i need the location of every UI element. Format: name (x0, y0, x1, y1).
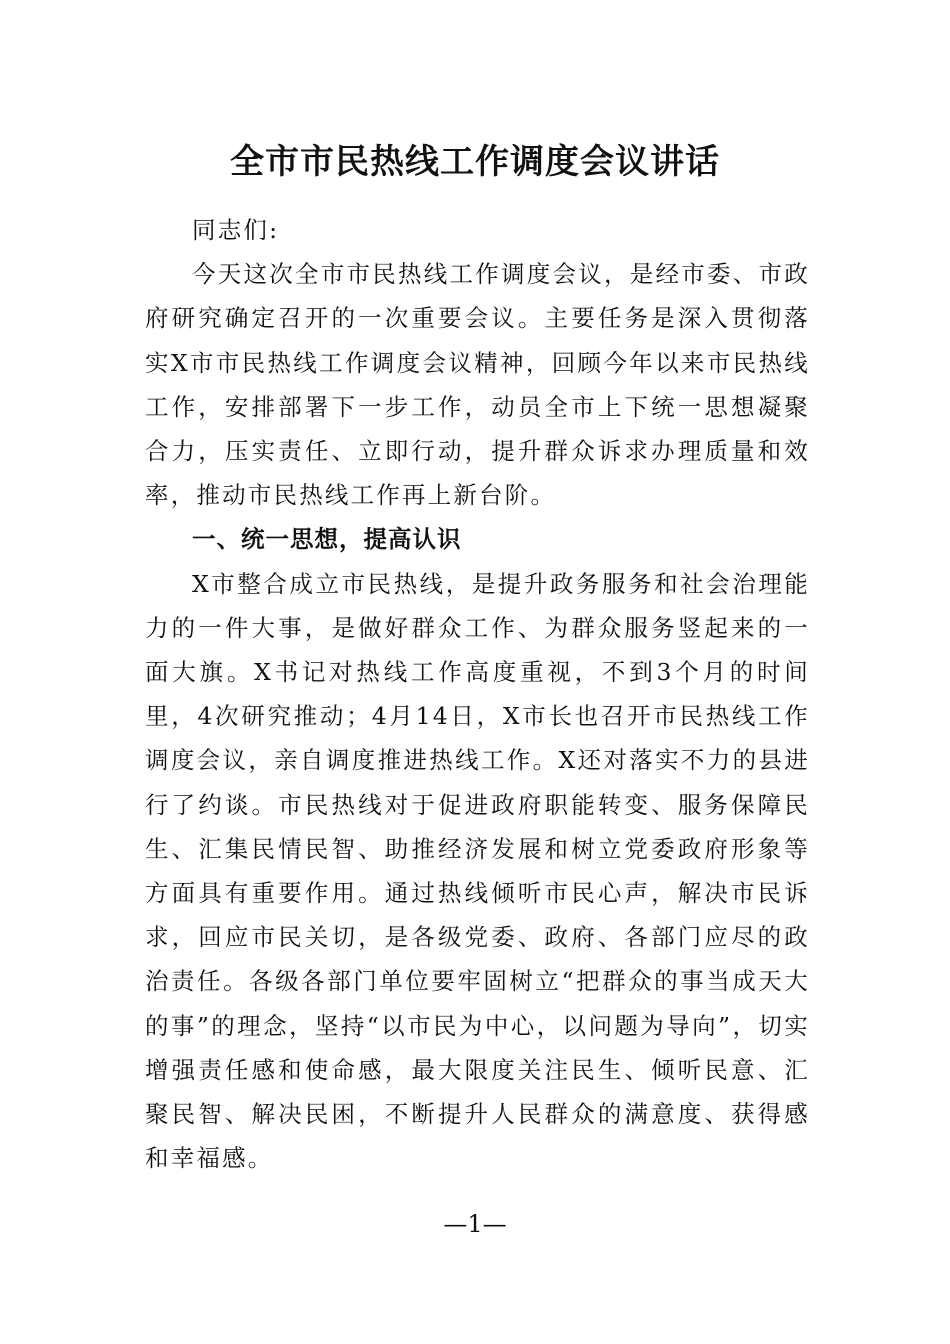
page-number: —1— (443, 1210, 507, 1238)
salutation: 同志们: (192, 216, 280, 244)
document-title: 全市市民热线工作调度会议讲话 (230, 142, 720, 182)
paragraph: X市整合成立市民热线，是提升政务服务和社会治理能力的一件大事，是做好群众工作、为群众服务竖起来的一面大旗。X书记对热线工作高度重视，不到3个月的时间里，4次研究推动；4月14日，X市长也召开市民热线工作调度会议，亲自调度推进热线工作。X还对落实不力的县进行了约谈。市民热线对于促进政府职能转变、服务保障民生、汇集民情民智、助推经济发展和树立党委政府形象等方面具有重要作用。通过热线倾听市民心声，解决市民诉求，回应市民关切，是各级党委、政府、各部门应尽的政治责任。各级各部门单位要牢固树立“把群众的事当成天大的事”的理念，坚持“以市民为中心，以问题为导向”，切实增强责任感和使命感，最大限度关注民生、倾听民意、汇聚民智、解决民困，不断提升人民群众的满意度、获得感和幸福感。 (145, 569, 810, 1173)
section-heading: 一、统一思想，提高认识 (192, 525, 462, 554)
document-body (145, 208, 810, 1180)
paragraph: 今天这次全市市民热线工作调度会议，是经市委、市政府研究确定召开的一次重要会议。主要任务是深入贯彻落实X市市民热线工作调度会议精神，回顾今年以来市民热线工作，安排部署下一步工作，动员全市上下统一思想凝聚合力，压实责任、立即行动，提升群众诉求办理质量和效率，推动市民热线工作再上新台阶。 (145, 260, 810, 510)
